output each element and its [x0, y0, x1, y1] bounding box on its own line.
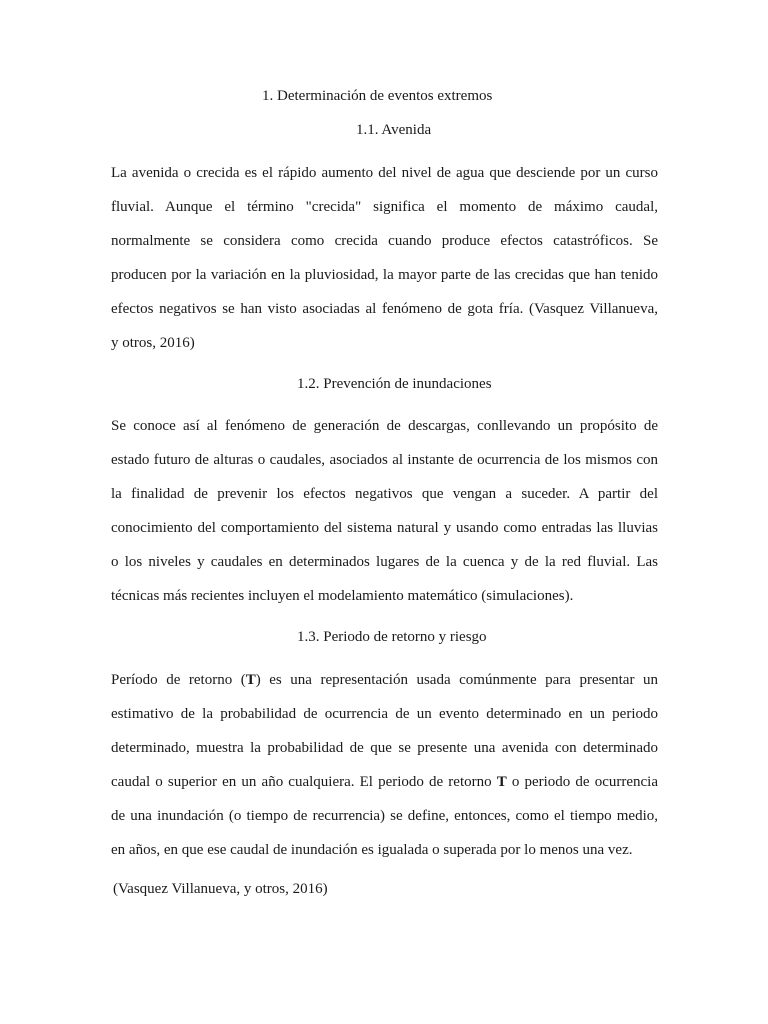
subsection-title-avenida: 1.1. Avenida	[356, 122, 432, 138]
paragraph-line: conocimiento del comportamiento del sistema natural y usando como entradas las lluvias	[111, 520, 658, 536]
paragraph-line	[111, 670, 658, 704]
paragraph-line: Se conoce así al fenómeno de generación de descargas, conllevando un propósito de	[111, 418, 658, 434]
subsection-title-periodo-retorno: 1.3. Periodo de retorno y riesgo	[297, 629, 487, 645]
paragraph-line: estado futuro de alturas o caudales, asociados al instante de ocurrencia de los mismos con	[111, 452, 658, 468]
subsection-title-prevencion: 1.2. Prevención de inundaciones	[297, 376, 492, 392]
paragraph-prevencion	[111, 416, 658, 620]
bold-symbol-t: T	[245, 672, 256, 688]
paragraph-line: estimativo de la probabilidad de ocurrencia de un evento determinado en un periodo	[111, 706, 658, 722]
paragraph-line: normalmente se considera como crecida cuando produce efectos catastróficos. Se	[111, 233, 658, 249]
text-segment: Período de retorno (	[111, 672, 246, 688]
paragraph-periodo-retorno	[111, 670, 658, 874]
paragraph-line: o los niveles y caudales en determinados lugares de la cuenca y de la red fluvial. Las	[111, 554, 658, 570]
text-segment: ) es una representación usada comúnmente para presentar un	[255, 672, 658, 688]
paragraph-line: en años, en que ese caudal de inundación es igualada o superada por lo menos una vez.	[111, 842, 633, 858]
paragraph-line: fluvial. Aunque el término "crecida" significa el momento de máximo caudal,	[111, 199, 658, 215]
paragraph-line: técnicas más recientes incluyen el modelamiento matemático (simulaciones).	[111, 588, 574, 604]
paragraph-line: de una inundación (o tiempo de recurrencia) se define, entonces, como el tiempo medio,	[111, 808, 658, 824]
paragraph-line: producen por la variación en la pluviosidad, la mayor parte de las crecidas que han tenido	[111, 267, 658, 283]
paragraph-line: efectos negativos se han visto asociadas al fenómeno de gota fría. (Vasquez Villanueva,	[111, 301, 658, 317]
paragraph-line: La avenida o crecida es el rápido aumento del nivel de agua que desciende por un curso	[111, 165, 658, 181]
paragraph-avenida	[111, 163, 658, 367]
text-segment: o periodo de ocurrencia	[506, 774, 658, 790]
bold-symbol-t: T	[496, 774, 507, 790]
paragraph-line: determinado, muestra la probabilidad de que se presente una avenida con determinado	[111, 740, 658, 756]
paragraph-line	[111, 772, 658, 806]
paragraph-line: la finalidad de prevenir los efectos negativos que vengan a suceder. A partir del	[111, 486, 658, 502]
section-heading: 1. Determinación de eventos extremos	[262, 88, 493, 104]
citation: (Vasquez Villanueva, y otros, 2016)	[113, 881, 328, 897]
paragraph-line: y otros, 2016)	[111, 335, 195, 351]
text-segment: caudal o superior en un año cualquiera. El periodo de retorno	[111, 774, 497, 790]
